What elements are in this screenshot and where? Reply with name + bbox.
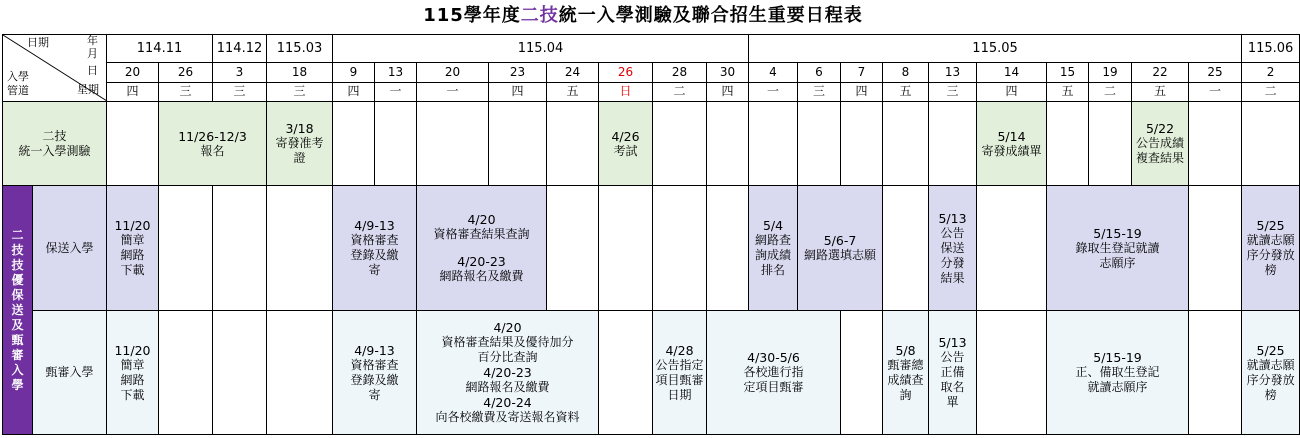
page-title	[0, 3, 1286, 29]
empty-cell	[267, 186, 333, 311]
empty-cell	[417, 102, 489, 186]
day-cell: 9	[333, 63, 375, 82]
weekday-cell: 三	[213, 82, 267, 101]
event-date: 4/30-5/6	[747, 350, 800, 365]
title-suffix: 統一入學測驗及聯合招生重要日程表	[558, 5, 863, 26]
day-cell: 6	[798, 63, 841, 82]
event-date: 5/25	[1256, 342, 1285, 358]
recommend-score-query	[749, 186, 798, 311]
day-cell: 30	[707, 63, 749, 82]
day-cell: 25	[1189, 63, 1242, 82]
weekday-cell: 四	[489, 82, 547, 101]
empty-cell	[333, 102, 375, 186]
month-header: 115.04	[333, 35, 749, 63]
day-cell: 14	[977, 63, 1047, 82]
day-cell: 24	[547, 63, 599, 82]
empty-cell	[375, 102, 417, 186]
event-text: 公告保送分發結果	[940, 225, 965, 285]
weekday-cell: 三	[267, 82, 333, 101]
weekday-cell: 五	[883, 82, 929, 101]
empty-cell	[489, 102, 547, 186]
weekday-cell: 二	[1089, 82, 1132, 101]
exam-test-day	[599, 102, 653, 186]
day-cell: 4	[749, 63, 798, 82]
empty-cell	[653, 102, 707, 186]
day-cell: 13	[929, 63, 977, 82]
event-date: 3/18	[285, 121, 314, 136]
weekday-cell: 五	[547, 82, 599, 101]
event-text: 簡章網路下載	[120, 233, 145, 277]
weekday-cell: 四	[977, 82, 1047, 101]
review-register	[1047, 311, 1189, 435]
day-row	[3, 63, 1300, 82]
event-date: 5/25	[1256, 218, 1285, 233]
review-total-score	[883, 311, 929, 435]
review-row-label: 甄審入學	[33, 311, 107, 435]
event-date: 5/15-19	[1093, 225, 1142, 241]
empty-cell	[707, 102, 749, 186]
event-text: 正、備取生登記就讀志願序	[1075, 365, 1160, 394]
event-text: 資格審查結果及優待加分百分比查詢	[441, 335, 574, 364]
day-cell: 19	[1089, 63, 1132, 82]
month-header: 114.11	[107, 35, 213, 63]
recommend-row-label: 保送入學	[33, 186, 107, 311]
title-prefix: 115學年度	[423, 5, 521, 26]
event-date: 11/26-12/3	[178, 128, 247, 144]
exam-admission-ticket	[267, 102, 333, 186]
event-date: 4/20-23	[483, 365, 532, 380]
event-date: 5/4	[762, 218, 784, 233]
empty-cell	[977, 186, 1047, 311]
weekday-cell: 五	[1132, 82, 1189, 101]
day-cell: 2	[1242, 63, 1300, 82]
recommend-assignment	[929, 186, 977, 311]
title-highlight: 二技	[520, 5, 559, 26]
review-row	[3, 311, 1300, 435]
empty-cell	[1242, 102, 1300, 186]
recommend-release	[1242, 186, 1300, 311]
weekday-cell: 三	[159, 82, 213, 101]
exam-label-line-1: 二技	[42, 128, 67, 143]
empty-cell	[159, 311, 213, 435]
event-date: 4/20-23	[457, 254, 506, 269]
empty-cell	[267, 311, 333, 435]
exam-registration	[159, 102, 267, 186]
day-cell: 23	[489, 63, 547, 82]
weekday-cell: 三	[929, 82, 977, 101]
event-date: 5/14	[997, 128, 1026, 144]
empty-cell	[599, 186, 653, 311]
empty-cell	[883, 186, 929, 311]
review-qualification	[333, 311, 417, 435]
day-cell-holiday: 26	[599, 63, 653, 82]
empty-cell	[1189, 311, 1242, 435]
header-corner	[3, 35, 107, 102]
event-date: 5/22	[1145, 121, 1175, 136]
day-cell: 7	[841, 63, 883, 82]
month-row	[3, 35, 1300, 63]
weekday-cell: 二	[1242, 82, 1300, 101]
exam-score-report	[977, 102, 1047, 186]
review-brochure	[107, 311, 159, 435]
weekday-row	[3, 82, 1300, 101]
day-cell: 15	[1047, 63, 1089, 82]
recommend-result-and-online	[417, 186, 547, 311]
corner-day-label: 日	[87, 64, 98, 77]
corner-year-label: 年	[87, 34, 98, 47]
month-header: 115.03	[267, 35, 333, 63]
exam-label-line-2: 統一入學測驗	[18, 143, 91, 158]
recommend-register	[1047, 186, 1189, 311]
event-text: 網路報名及繳費	[465, 380, 550, 394]
day-cell: 3	[213, 63, 267, 82]
review-release	[1242, 311, 1300, 435]
empty-cell	[213, 311, 267, 435]
empty-cell	[929, 102, 977, 186]
empty-cell	[841, 102, 883, 186]
event-text: 公告成績複查結果	[1135, 136, 1184, 165]
empty-cell	[599, 311, 653, 435]
empty-cell	[1189, 102, 1242, 186]
empty-cell	[977, 311, 1047, 435]
event-text: 網路報名及繳費	[439, 269, 524, 283]
empty-cell	[798, 102, 841, 186]
empty-cell	[159, 186, 213, 311]
review-announce	[653, 311, 707, 435]
event-text: 考試	[613, 143, 638, 158]
empty-cell	[1089, 102, 1132, 186]
event-text: 向各校繳費及寄送報名資料	[435, 410, 580, 424]
weekday-cell: 二	[653, 82, 707, 101]
event-text: 資格審查登錄及繳寄	[350, 233, 399, 277]
weekday-cell: 五	[1047, 82, 1089, 101]
event-text: 寄發成績單	[981, 143, 1042, 158]
event-date: 11/20	[114, 218, 151, 233]
event-text: 錄取生登記就讀志願序	[1075, 240, 1160, 270]
corner-weekday-label: 星期	[77, 83, 99, 96]
event-date: 5/6-7	[823, 233, 857, 248]
event-text: 就讀志願序分發放榜	[1246, 357, 1295, 402]
event-date: 4/20	[493, 320, 522, 335]
event-date: 4/28	[665, 342, 694, 358]
empty-cell	[883, 102, 929, 186]
event-text: 資格審查登錄及繳寄	[350, 357, 399, 402]
group-label	[3, 186, 33, 435]
empty-cell	[547, 186, 599, 311]
weekday-cell: 四	[707, 82, 749, 101]
weekday-cell: 一	[375, 82, 417, 101]
weekday-cell: 四	[333, 82, 375, 101]
event-text: 簡章網路下載	[120, 357, 145, 402]
weekday-cell: 四	[841, 82, 883, 101]
event-text: 網路選填志願	[803, 248, 876, 262]
weekday-cell: 一	[749, 82, 798, 101]
event-text: 就讀志願序分發放榜	[1246, 233, 1295, 277]
review-result-online-send	[417, 311, 599, 435]
corner-month-label: 月	[87, 47, 98, 60]
group-label-text: 二技技優保送及甄審入學	[11, 227, 24, 392]
day-cell: 13	[375, 63, 417, 82]
empty-cell	[107, 102, 159, 186]
empty-cell	[1189, 186, 1242, 311]
event-text: 網路查詢成績排名	[754, 233, 791, 277]
event-date: 4/20	[467, 212, 496, 227]
event-text: 各校進行指定項目甄審	[743, 365, 804, 394]
event-date: 4/20-24	[483, 395, 532, 410]
month-header: 115.06	[1242, 35, 1300, 63]
weekday-cell: 一	[417, 82, 489, 101]
day-cell: 26	[159, 63, 213, 82]
schedule-table	[2, 34, 1300, 435]
month-header: 114.12	[213, 35, 267, 63]
event-text: 報名	[200, 143, 225, 158]
weekday-cell: 三	[798, 82, 841, 101]
recommend-brochure	[107, 186, 159, 311]
event-text: 公告正備取名單	[940, 350, 965, 409]
event-date: 5/13	[938, 210, 967, 226]
event-date: 5/15-19	[1093, 350, 1142, 365]
empty-cell	[653, 186, 707, 311]
event-text: 寄發准考證	[275, 136, 324, 165]
corner-track-label-1: 入學	[7, 70, 29, 83]
day-cell: 20	[107, 63, 159, 82]
month-header: 115.05	[749, 35, 1242, 63]
empty-cell	[841, 311, 883, 435]
empty-cell	[707, 186, 749, 311]
event-date: 11/20	[114, 342, 151, 358]
event-date: 5/8	[895, 342, 916, 358]
day-cell: 22	[1132, 63, 1189, 82]
empty-cell	[213, 186, 267, 311]
empty-cell	[1047, 102, 1089, 186]
empty-cell	[547, 102, 599, 186]
event-date: 5/13	[938, 335, 967, 350]
corner-track-label-2: 管道	[7, 84, 29, 97]
review-list	[929, 311, 977, 435]
weekday-cell: 一	[1189, 82, 1242, 101]
recommend-choice	[798, 186, 883, 311]
empty-cell	[749, 102, 798, 186]
exam-recheck-result	[1132, 102, 1189, 186]
event-text: 甄審總成績查詢	[887, 357, 924, 402]
recommend-row	[3, 186, 1300, 311]
event-text: 資格審查結果查詢	[433, 227, 530, 241]
day-cell: 18	[267, 63, 333, 82]
event-date: 4/9-13	[354, 218, 395, 233]
review-conduct	[707, 311, 841, 435]
corner-date-label: 日期	[27, 36, 49, 49]
event-date: 4/9-13	[354, 342, 395, 358]
weekday-cell-holiday: 日	[599, 82, 653, 101]
day-cell: 20	[417, 63, 489, 82]
event-text: 公告指定項目甄審日期	[655, 357, 704, 402]
event-date: 4/26	[611, 128, 640, 144]
exam-row	[3, 102, 1300, 186]
day-cell: 28	[653, 63, 707, 82]
recommend-qualification	[333, 186, 417, 311]
day-cell: 8	[883, 63, 929, 82]
weekday-cell: 四	[107, 82, 159, 101]
exam-row-label	[3, 102, 107, 186]
